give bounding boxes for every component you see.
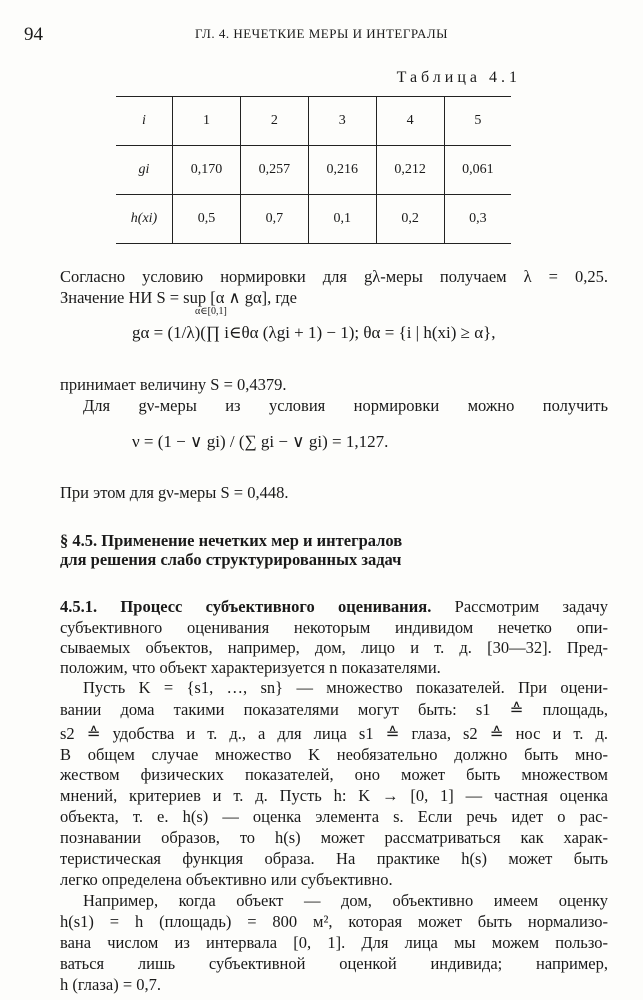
paragraph-line: субъективного оценивания некоторым индивидом нечетко опи-	[60, 618, 608, 637]
paragraph-line: объекта, т. е. h(s) — оценка элемента s. Если речь идет о рас-	[60, 807, 608, 826]
table-cell: 0,212	[376, 146, 444, 195]
table-cell: 0,061	[444, 146, 511, 195]
table-cell: 0,2	[376, 195, 444, 244]
paragraph-line: легко определена объективно или субъективно.	[60, 870, 393, 889]
paragraph-line: При этом для gν-меры S = 0,448.	[60, 483, 289, 502]
table-cell: i	[142, 113, 146, 128]
paragraph-text: Рассмотрим задачу	[454, 597, 608, 616]
table-cell: 0,170	[173, 146, 241, 195]
running-head: ГЛ. 4. НЕЧЕТКИЕ МЕРЫ И ИНТЕГРАЛЫ	[194, 26, 448, 41]
paragraph-line: s2 ≙ удобства и т. д., а для лица s1 ≙ глаза, s2 ≙ нос и т. д.	[60, 724, 608, 743]
section-title: § 4.5. Применение нечетких мер и интегралов	[60, 531, 403, 550]
paragraph-line: ваться лишь субъективной оценкой индивида; например,	[60, 954, 608, 973]
table-cell: 3	[308, 97, 376, 146]
subsection-title: 4.5.1. Процесс субъективного оценивания.	[60, 597, 432, 616]
paragraph-line: познавании образов, то h(s) может рассматриваться как харак-	[60, 828, 608, 847]
table-cell: 5	[444, 97, 511, 146]
sup-subscript: α∈[0,1]	[195, 306, 227, 317]
paragraph-line: h(s1) = h (площадь) = 800 м², которая может быть нормализо-	[60, 912, 608, 931]
paragraph-line: В общем случае множество K необязательно должно быть мно-	[60, 745, 608, 764]
paragraph-line: принимает величину S = 0,4379.	[60, 375, 287, 394]
table-row	[116, 97, 511, 146]
table-row	[116, 195, 511, 244]
paragraph-line: жеством физических показателей, оно может быть множеством	[60, 765, 608, 784]
formula-g-alpha: gα = (1/λ)(∏ i∈θα (λgi + 1) − 1); θα = {i | h(xi) ≥ α},	[132, 323, 496, 342]
paragraph-line: мнений, критериев и т. д. Пусть h: K → [0, 1] — частная оценка	[60, 786, 608, 805]
paragraph-line: Например, когда объект — дом, объективно имеем оценку	[83, 891, 608, 910]
paragraph-line: вании дома такими показателями могут быть: s1 ≙ площадь,	[60, 700, 608, 719]
table-cell: 4	[376, 97, 444, 146]
table-row	[116, 146, 511, 195]
table-caption: Таблица 4.1	[396, 69, 521, 86]
section-title: для решения слабо структурированных задач	[60, 550, 402, 569]
table-cell: 0,3	[444, 195, 511, 244]
data-table	[116, 96, 511, 244]
page-number: 94	[24, 24, 43, 45]
table-cell: 0,1	[308, 195, 376, 244]
paragraph-line: Значение НИ S = sup [α ∧ gα], где	[60, 288, 297, 307]
paragraph-line: Согласно условию нормировки для gλ-меры получаем λ = 0,25.	[60, 267, 608, 286]
paragraph-line: теристическая функция образа. На практике h(s) может быть	[60, 849, 608, 868]
paragraph-line: вана числом из интервала [0, 1]. Для лица мы можем пользо-	[60, 933, 608, 952]
paragraph-line	[60, 596, 608, 617]
paragraph-line: положим, что объект характеризуется n показателями.	[60, 658, 441, 677]
paragraph-line: h (глаза) = 0,7.	[60, 975, 161, 994]
table-cell: 0,7	[240, 195, 308, 244]
paragraph-line: Пусть K = {s1, …, sn} — множество показателей. При оцени-	[83, 678, 608, 697]
formula-nu: ν = (1 − ∨ gi) / (∑ gi − ∨ gi) = 1,127.	[132, 432, 389, 451]
table-cell: 2	[240, 97, 308, 146]
paragraph-line: Для gν-меры из условия нормировки можно получить	[83, 396, 608, 415]
table-cell: h(xi)	[130, 211, 158, 226]
table-cell: 1	[173, 97, 241, 146]
table-cell: gi	[138, 162, 150, 177]
table-cell: 0,5	[173, 195, 241, 244]
table-cell: 0,216	[308, 146, 376, 195]
paragraph-line: сываемых объектов, например, дом, лицо и т. д. [30—32]. Пред-	[60, 638, 608, 657]
table-cell: 0,257	[240, 146, 308, 195]
